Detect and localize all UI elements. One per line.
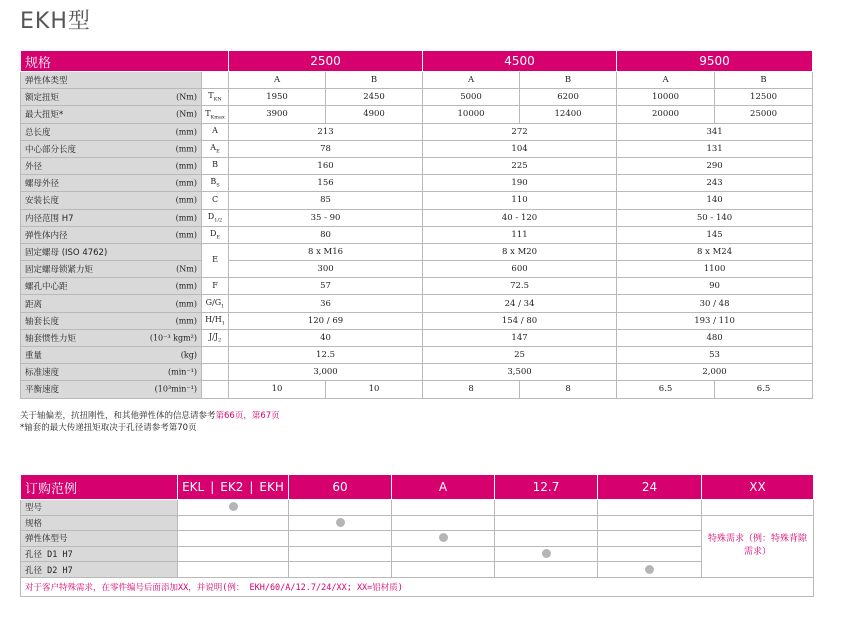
- spec-value: 120 / 69: [229, 312, 423, 329]
- spec-value: 80: [229, 226, 423, 243]
- row-unit: (10³min⁻¹): [154, 384, 197, 394]
- order-cell: [178, 562, 289, 578]
- spec-row: [21, 364, 813, 381]
- spec-value: 12.5: [229, 347, 423, 364]
- row-unit: (mm): [175, 316, 197, 326]
- spec-value: 50 - 140: [617, 209, 813, 226]
- spec-row: [21, 192, 813, 209]
- symbol-cell: [202, 209, 229, 226]
- spec-row: [21, 261, 813, 278]
- order-cell: [702, 500, 814, 516]
- order-row: [21, 531, 814, 547]
- spec-value: 272: [423, 123, 617, 140]
- spec-value: 40 - 120: [423, 209, 617, 226]
- spec-value: 290: [617, 157, 813, 174]
- spec-row-label: [21, 140, 202, 157]
- order-cell: [495, 515, 598, 531]
- page-title: EKH型: [20, 9, 91, 34]
- row-label-text: 标准速度: [25, 368, 60, 379]
- spec-value: 12400: [520, 106, 617, 123]
- spec-value: 25: [423, 347, 617, 364]
- symbol: T: [208, 91, 214, 101]
- spec-row: [21, 295, 813, 312]
- order-cell: [178, 531, 289, 547]
- spec-value: 480: [617, 329, 813, 346]
- spec-value: 193 / 110: [617, 312, 813, 329]
- selection-dot-icon: [645, 565, 654, 574]
- spec-row-label: [21, 209, 202, 226]
- spec-value: 3900: [229, 106, 326, 123]
- spec-value: 24 / 34: [423, 295, 617, 312]
- spec-row-label: [21, 329, 202, 346]
- spec-value: 90: [617, 278, 813, 295]
- order-cell: [392, 562, 495, 578]
- row-unit: (mm): [175, 127, 197, 137]
- row-label-text: 螺母外径: [25, 179, 60, 190]
- spec-value: 147: [423, 329, 617, 346]
- symbol-cell: [202, 106, 229, 123]
- symbol-cell: [202, 312, 229, 329]
- spec-row: [21, 106, 813, 123]
- spec-value: 4900: [326, 106, 423, 123]
- spec-row: [21, 243, 813, 260]
- spec-row-label: [21, 364, 202, 381]
- spec-row: [21, 312, 813, 329]
- row-label-text: 安装长度: [25, 196, 60, 207]
- spec-value: B: [326, 72, 423, 89]
- spec-value: 1100: [617, 261, 813, 278]
- spec-value: 57: [229, 278, 423, 295]
- order-row: [21, 546, 814, 562]
- size-header: 4500: [423, 51, 617, 72]
- row-unit: (mm): [175, 299, 197, 309]
- order-body: [21, 500, 814, 597]
- spec-value: A: [617, 72, 715, 89]
- spec-header-row: [21, 51, 813, 72]
- order-row: [21, 500, 814, 516]
- spec-value: 8: [423, 381, 520, 398]
- row-label-text: 螺孔中心距: [25, 282, 68, 293]
- spec-value: 10: [229, 381, 326, 398]
- spec-value: 160: [229, 157, 423, 174]
- note-line-1: [20, 410, 280, 422]
- symbol: F: [212, 280, 218, 290]
- spec-row-label: [21, 123, 202, 140]
- symbol-cell: [202, 347, 229, 364]
- symbol: E: [212, 254, 218, 264]
- order-row: [21, 515, 814, 531]
- symbol: H/H: [205, 314, 222, 324]
- symbol-subscript: 1: [221, 320, 225, 327]
- order-cell: [598, 546, 702, 562]
- row-label-text: 外径: [25, 162, 43, 173]
- spec-row: [21, 381, 813, 398]
- spec-value: 78: [229, 140, 423, 157]
- order-cell: [392, 515, 495, 531]
- row-label-text: 固定螺母锁紧力矩: [25, 265, 94, 276]
- spec-row-label: [21, 261, 202, 278]
- specification-table: [20, 50, 813, 399]
- spec-value: 6.5: [715, 381, 813, 398]
- spec-value: 111: [423, 226, 617, 243]
- symbol-subscript: 2: [217, 337, 222, 344]
- special-requirement-note: 特殊需求（例：特殊背隙需求）: [702, 515, 814, 577]
- order-cell: [289, 546, 392, 562]
- spec-value: 140: [617, 192, 813, 209]
- spec-value: 5000: [423, 89, 520, 106]
- symbol: C: [211, 194, 219, 204]
- order-example-table: [20, 474, 814, 597]
- symbol: B: [212, 160, 218, 170]
- order-cell: [598, 500, 702, 516]
- order-cell: [495, 546, 598, 562]
- symbol-subscript: Kmax: [210, 114, 225, 121]
- row-label-text: 平衡速度: [25, 385, 60, 396]
- spec-row-label: [21, 106, 202, 123]
- symbol: A: [212, 125, 218, 135]
- spec-row-label: [21, 72, 202, 89]
- code-header: 12.7: [495, 475, 598, 500]
- symbol-cell: [202, 123, 229, 140]
- row-label-text: 最大扭矩*: [25, 110, 64, 121]
- spec-row: [21, 72, 813, 89]
- order-cell: [392, 500, 495, 516]
- spec-row: [21, 329, 813, 346]
- row-unit: (mm): [175, 195, 197, 205]
- note-line-2: *轴套的最大传递扭矩取决于孔径请参考第70页: [20, 423, 197, 433]
- spec-row-label: [21, 312, 202, 329]
- spec-row-label: [21, 243, 202, 260]
- row-unit: (mm): [175, 213, 197, 223]
- spec-value: 2,000: [617, 364, 813, 381]
- spec-row-label: [21, 278, 202, 295]
- symbol-cell: [202, 243, 229, 277]
- spec-value: 25000: [715, 106, 813, 123]
- selection-dot-icon: [542, 549, 551, 558]
- spec-value: B: [520, 72, 617, 89]
- spec-value: 6200: [520, 89, 617, 106]
- row-label-text: 轴套惯性力矩: [25, 333, 77, 344]
- spec-value: B: [715, 72, 813, 89]
- symbol: D: [209, 228, 217, 238]
- spec-value: 110: [423, 192, 617, 209]
- spec-value: 156: [229, 175, 423, 192]
- page-reference-link[interactable]: 第66页，第67页: [215, 411, 280, 421]
- spec-value: 225: [423, 157, 617, 174]
- order-row-label: 孔径 D2 H7: [21, 562, 178, 578]
- row-label-text: 内径范围 H7: [25, 213, 74, 224]
- symbol-cell: [202, 140, 229, 157]
- row-unit: (Nm): [176, 92, 197, 102]
- order-cell: [598, 562, 702, 578]
- symbol-cell: [202, 192, 229, 209]
- symbol-cell: [202, 295, 229, 312]
- symbol: D: [207, 211, 215, 221]
- spec-value: 8 x M24: [617, 243, 813, 260]
- spec-value: 53: [617, 347, 813, 364]
- spec-value: 10000: [423, 106, 520, 123]
- spec-value: 2450: [326, 89, 423, 106]
- spec-value: 154 / 80: [423, 312, 617, 329]
- symbol-cell: [202, 329, 229, 346]
- spec-value: 131: [617, 140, 813, 157]
- order-cell: [495, 500, 598, 516]
- symbol: B: [210, 177, 217, 187]
- order-row: [21, 562, 814, 578]
- row-label-text: 额定扭矩: [25, 93, 60, 104]
- spec-row: [21, 140, 813, 157]
- order-header-label: 订购范例: [21, 475, 178, 500]
- row-unit: (mm): [175, 144, 197, 154]
- spec-value: 213: [229, 123, 423, 140]
- row-unit: (10⁻³ kgm²): [149, 333, 197, 343]
- row-label-text: 固定螺母 (ISO 4762): [25, 247, 108, 258]
- symbol-subscript: 1: [221, 303, 225, 310]
- type-code-header: EKL | EK2 | EKH: [178, 475, 289, 500]
- symbol-subscript: S: [216, 183, 220, 190]
- spec-row-label: [21, 226, 202, 243]
- symbol-cell: [202, 381, 229, 398]
- spec-value: 600: [423, 261, 617, 278]
- spec-value: 20000: [617, 106, 715, 123]
- spec-row: [21, 123, 813, 140]
- spec-row: [21, 89, 813, 106]
- row-label-text: 总长度: [25, 127, 51, 138]
- spec-value: 3,000: [229, 364, 423, 381]
- order-cell: [598, 515, 702, 531]
- symbol-cell: [202, 175, 229, 192]
- spec-value: 85: [229, 192, 423, 209]
- row-unit: (Nm): [176, 109, 197, 119]
- type-code: EK2: [220, 480, 244, 494]
- type-code: EKL: [182, 480, 205, 494]
- row-unit: (kg): [180, 350, 197, 360]
- spec-value: 145: [617, 226, 813, 243]
- symbol-subscript: KN: [213, 97, 222, 104]
- row-unit: (mm): [175, 230, 197, 240]
- spec-row-label: [21, 381, 202, 398]
- order-row-label: 型号: [21, 500, 178, 516]
- type-code: EKH: [259, 480, 284, 494]
- spec-row-label: [21, 192, 202, 209]
- spec-value: 30 / 48: [617, 295, 813, 312]
- spec-header-label: 规格: [21, 51, 229, 72]
- spec-row: [21, 175, 813, 192]
- order-footer-note: 对于客户特殊需求，在零件编号后面添加XX，并说明(例： EKH/60/A/12.7/24/XX; XX=铝材质): [21, 577, 814, 596]
- symbol-cell: [202, 157, 229, 174]
- spec-value: 40: [229, 329, 423, 346]
- order-header-row: [21, 475, 814, 500]
- spec-row: [21, 278, 813, 295]
- symbol-cell: [202, 72, 229, 89]
- selection-dot-icon: [229, 502, 238, 511]
- row-label-text: 弹性体类型: [25, 76, 68, 87]
- order-row-label: 规格: [21, 515, 178, 531]
- symbol-cell: [202, 89, 229, 106]
- size-header: 2500: [229, 51, 423, 72]
- size-header: 9500: [617, 51, 813, 72]
- row-unit: (mm): [175, 281, 197, 291]
- order-cell: [178, 546, 289, 562]
- spec-value: 3,500: [423, 364, 617, 381]
- spec-row-label: [21, 89, 202, 106]
- spec-body: [21, 72, 813, 399]
- spec-row: [21, 226, 813, 243]
- symbol-cell: [202, 364, 229, 381]
- code-header: A: [392, 475, 495, 500]
- spec-value: 341: [617, 123, 813, 140]
- spec-value: 8 x M20: [423, 243, 617, 260]
- spec-value: 243: [617, 175, 813, 192]
- order-row-label: 孔径 D1 H7: [21, 546, 178, 562]
- spec-value: 8 x M16: [229, 243, 423, 260]
- code-header: 60: [289, 475, 392, 500]
- spec-value: 1950: [229, 89, 326, 106]
- order-cell: [392, 531, 495, 547]
- spec-row: [21, 157, 813, 174]
- row-unit: (mm): [175, 161, 197, 171]
- spec-value: 72.5: [423, 278, 617, 295]
- symbol: J/J: [208, 332, 218, 342]
- row-label-text: 弹性体内径: [25, 230, 68, 241]
- symbol: A: [210, 143, 217, 153]
- symbol-subscript: E: [216, 148, 220, 155]
- spec-value: 104: [423, 140, 617, 157]
- spec-value: A: [229, 72, 326, 89]
- spec-value: 6.5: [617, 381, 715, 398]
- spec-value: 12500: [715, 89, 813, 106]
- selection-dot-icon: [336, 518, 345, 527]
- note-text: 关于轴偏差，抗扭刚性，和其他弹性体的信息请参考: [20, 411, 216, 421]
- order-cell: [495, 531, 598, 547]
- code-header: XX: [702, 475, 814, 500]
- spec-row-label: [21, 347, 202, 364]
- notes: [20, 410, 280, 434]
- order-cell: [289, 531, 392, 547]
- spec-value: 35 - 90: [229, 209, 423, 226]
- symbol: T: [205, 108, 211, 118]
- spec-value: 8: [520, 381, 617, 398]
- row-label-text: 重量: [25, 351, 43, 362]
- spec-row-label: [21, 295, 202, 312]
- order-cell: [598, 531, 702, 547]
- code-header: 24: [598, 475, 702, 500]
- order-footer-row: [21, 577, 814, 596]
- order-row-label: 弹性体型号: [21, 531, 178, 547]
- order-cell: [495, 562, 598, 578]
- row-unit: (Nm): [176, 264, 197, 274]
- row-label-text: 轴套长度: [25, 316, 60, 327]
- spec-value: 10000: [617, 89, 715, 106]
- row-unit: (min⁻¹): [168, 367, 197, 377]
- symbol-cell: [202, 226, 229, 243]
- symbol: G/G: [205, 297, 222, 307]
- order-cell: [289, 500, 392, 516]
- row-label-text: 距离: [25, 299, 43, 310]
- spec-value: 300: [229, 261, 423, 278]
- order-cell: [178, 500, 289, 516]
- symbol-subscript: E: [216, 234, 221, 241]
- symbol-subscript: 1/2: [214, 217, 223, 224]
- spec-row-label: [21, 175, 202, 192]
- spec-row: [21, 347, 813, 364]
- spec-row: [21, 209, 813, 226]
- spec-value: A: [423, 72, 520, 89]
- spec-row-label: [21, 157, 202, 174]
- order-cell: [289, 562, 392, 578]
- symbol-cell: [202, 278, 229, 295]
- selection-dot-icon: [439, 533, 448, 542]
- spec-value: 36: [229, 295, 423, 312]
- order-cell: [392, 546, 495, 562]
- order-cell: [178, 515, 289, 531]
- row-label-text: 中心部分长度: [25, 144, 77, 155]
- spec-value: 10: [326, 381, 423, 398]
- order-cell: [289, 515, 392, 531]
- row-unit: (mm): [175, 178, 197, 188]
- spec-value: 190: [423, 175, 617, 192]
